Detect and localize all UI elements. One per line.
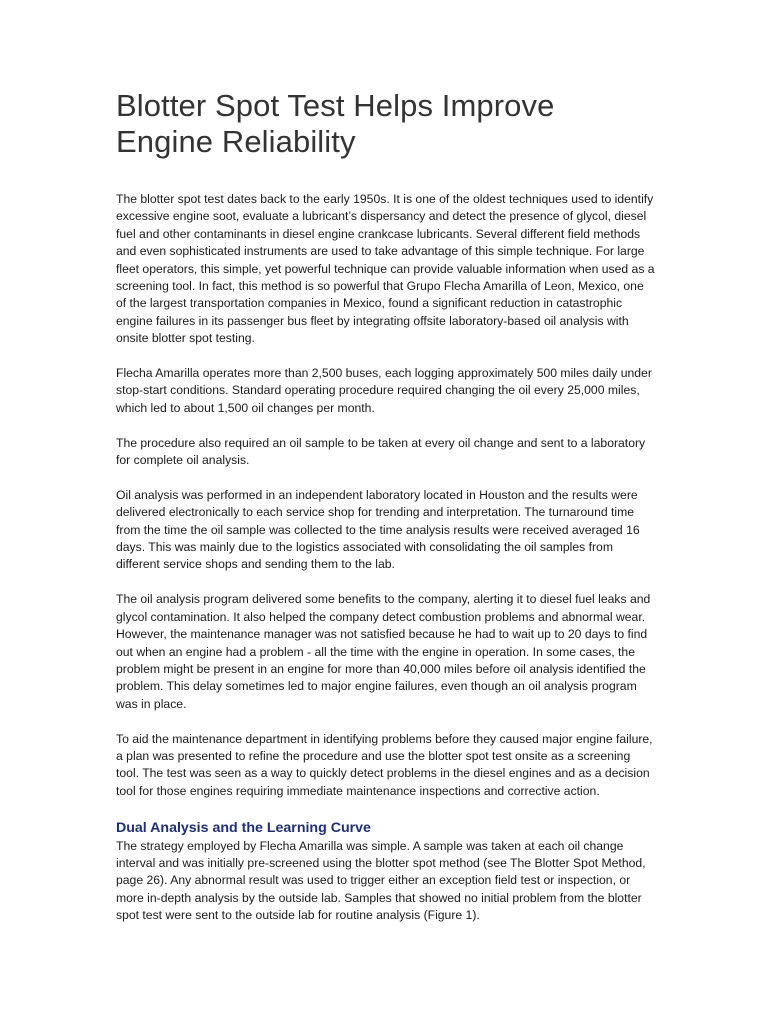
paragraph-2: Flecha Amarilla operates more than 2,500 buses, each logging approximately 500 miles daily under stop-start conditions. Standard operating procedure required changing the oil every 25,000 miles, which led to about 1,500 oil changes per month. xyxy=(116,366,652,415)
section-paragraph: The strategy employed by Flecha Amarilla was simple. A sample was taken at each oil change interval and was initially pre-screened using the blotter spot method (see The Blotter Spot Method, page 26). Any abnormal result was used to trigger either an exception field test or inspection, or more in-depth analysis by the outside lab. Samples that showed no initial problem from the blotter spot test were sent to the outside lab for routine analysis (Figure 1). xyxy=(116,838,646,923)
paragraph-3: The procedure also required an oil sample to be taken at every oil change and sent to a laboratory for complete oil analysis. xyxy=(116,435,646,468)
paragraph-6: To aid the maintenance department in identifying problems before they caused major engine failure, a plan was presented to refine the procedure and use the blotter spot test onsite as a screening tool. The test was seen as a way to quickly detect problems in the diesel engines and as a decision tool for those engines requiring immediate maintenance inspections and corrective action. xyxy=(116,731,653,798)
section-heading: Dual Analysis and the Learning Curve xyxy=(116,819,371,836)
article-body xyxy=(116,191,656,925)
document-page xyxy=(116,88,656,942)
paragraph-5: The oil analysis program delivered some benefits to the company, alerting it to diesel fuel leaks and glycol contamination. It also helped the company detect combustion problems and abnormal wear. However, the maintenance manager was not satisfied because he had to wait up to 20 days to find out when an engine had a problem - all the time with the engine in operation. In some cases, the problem might be present in an engine for more than 40,000 miles before oil analysis identified the problem. This delay sometimes led to major engine failures, even though an oil analysis program was in place. xyxy=(116,592,651,711)
paragraph-1: The blotter spot test dates back to the early 1950s. It is one of the oldest techniques used to identify excessive engine soot, evaluate a lubricant’s dispersancy and detect the presence of glycol, diesel fuel and other contaminants in diesel engine crankcase lubricants. Several different field methods and even sophisticated instruments are used to take advantage of this simple technique. For large fleet operators, this simple, yet powerful technique can provide valuable information when used as a screening tool. In fact, this method is so powerful that Grupo Flecha Amarilla of Leon, Mexico, one of the largest transportation companies in Mexico, found a significant reduction in catastrophic engine failures in its passenger bus fleet by integrating offsite laboratory-based oil analysis with onsite blotter spot testing. xyxy=(116,192,655,346)
paragraph-4: Oil analysis was performed in an independent laboratory located in Houston and the results were delivered electronically to each service shop for trending and interpretation. The turnaround time from the time the oil sample was collected to the time analysis results were received averaged 16 days. This was mainly due to the logistics associated with consolidating the oil samples from different service shops and sending them to the lab. xyxy=(116,487,640,572)
article-title: Blotter Spot Test Helps Improve Engine Reliability xyxy=(116,88,555,159)
